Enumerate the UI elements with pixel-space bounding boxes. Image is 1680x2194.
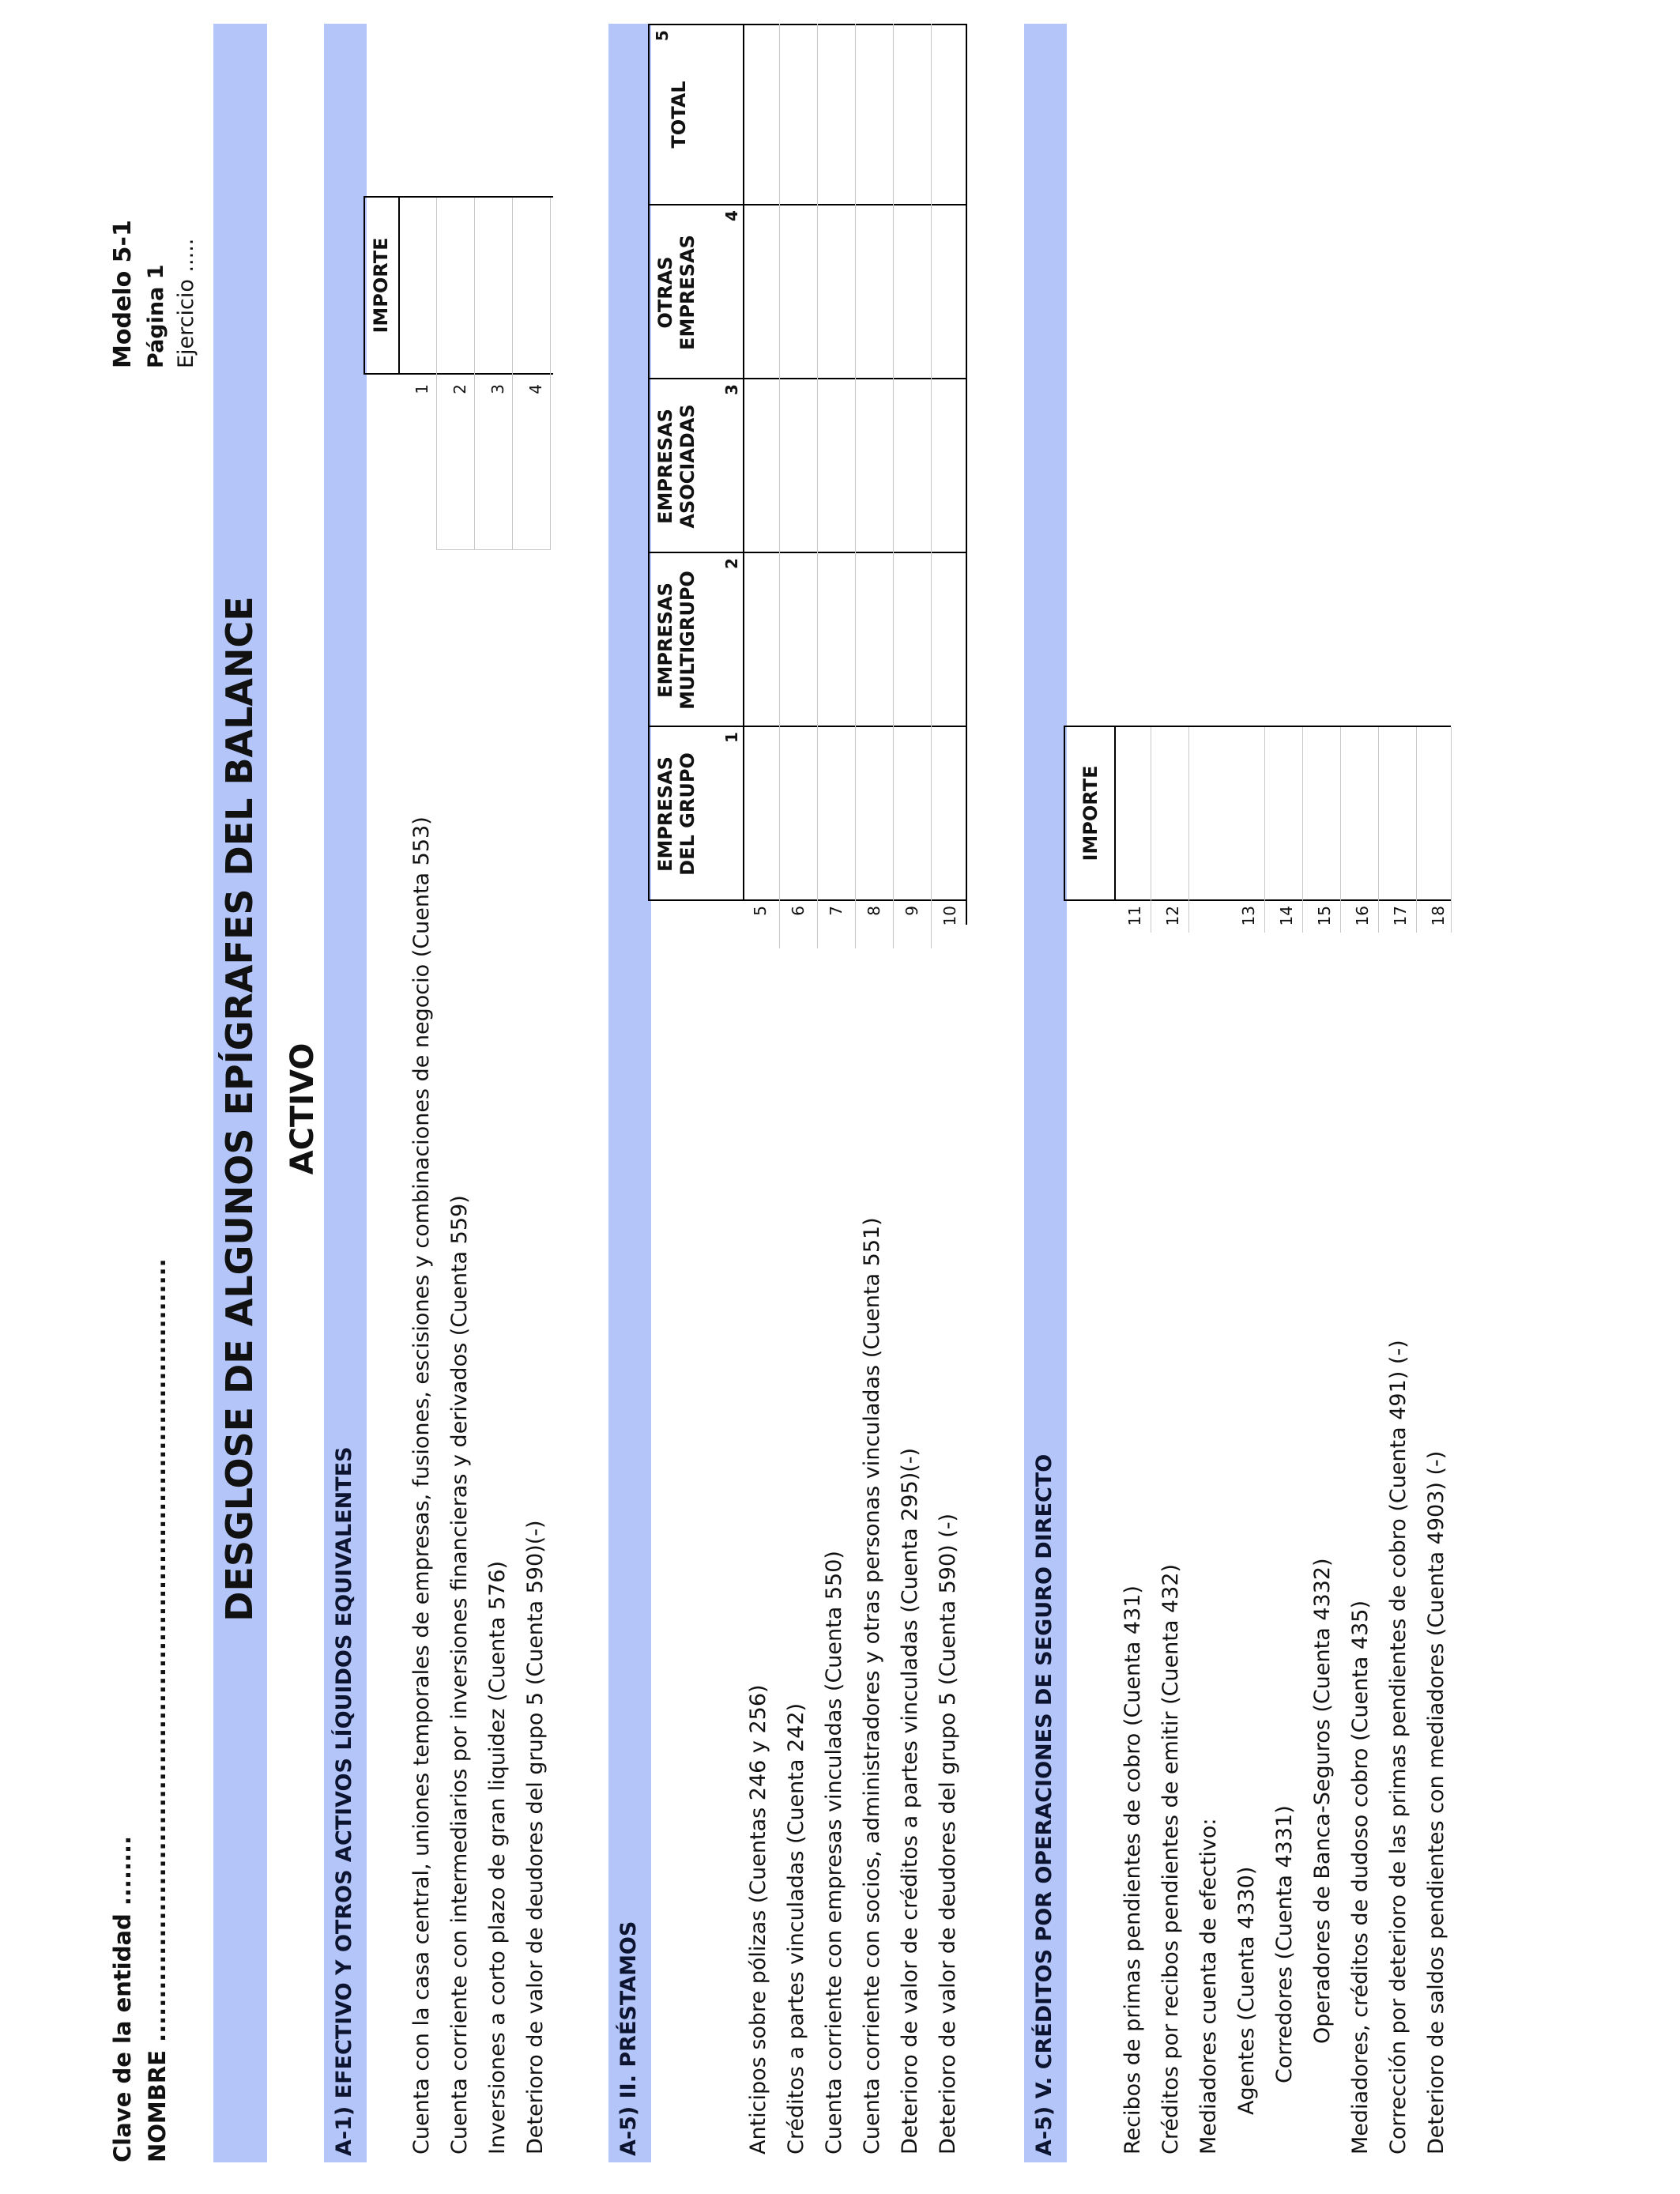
section3-row-label: Mediadores cuenta de efectivo: <box>1196 1818 1221 2154</box>
page-subtitle: ACTIVO <box>284 1042 321 1175</box>
column-number: 2 <box>722 558 741 569</box>
section1-row-label: Cuenta corriente con intermediarios por inversiones financieras y derivados (Cuenta 559) <box>447 1195 472 2154</box>
column-number: 5 <box>653 30 672 41</box>
column-header-total: TOTAL <box>668 81 690 149</box>
section3-heading: A-5) V. CRÉDITOS POR OPERACIONES DE SEGURO DIRECTO <box>1032 1453 1057 2156</box>
section3-row-number: 13 <box>1239 906 1258 926</box>
column-header-asociadas: EMPRESAS ASOCIADAS <box>654 404 699 529</box>
section3-band <box>1024 24 1067 2162</box>
section3-row-label: Operadores de Banca-Seguros (Cuenta 4332) <box>1310 1558 1335 2044</box>
section3-row-label: Deterioro de saldos pendientes con mediadores (Cuenta 4903) (-) <box>1424 1450 1448 2154</box>
section2-heading: A-5) II. PRÉSTAMOS <box>616 1921 641 2156</box>
section1-row-label: Deterioro de valor de deudores del grupo 5 (Cuenta 590)(-) <box>523 1520 548 2154</box>
section3-row-number: 18 <box>1429 906 1448 926</box>
section3-row-label: Corredores (Cuenta 4331) <box>1272 1805 1297 2083</box>
section3-row-number: 14 <box>1277 906 1296 926</box>
column-number: 4 <box>722 210 741 221</box>
section2-row-label: Deterioro de valor de créditos a partes vinculadas (Cuenta 295)(-) <box>898 1447 922 2154</box>
section3-row-label: Corrección por deterioro de las primas pendientes de cobro (Cuenta 491) (-) <box>1386 1340 1411 2154</box>
column-header-multigrupo: EMPRESAS MULTIGRUPO <box>654 571 699 710</box>
section2-row-number: 5 <box>751 906 770 916</box>
section2-row-number: 6 <box>789 906 808 916</box>
column-number: 1 <box>722 732 741 743</box>
clave-entidad-label: Clave de la entidad ........ <box>109 1835 136 2162</box>
modelo-label: Modelo 5-1 <box>109 220 137 368</box>
section2-row-label: Cuenta corriente con empresas vinculadas (Cuenta 550) <box>822 1551 846 2154</box>
section2-row-number: 7 <box>827 906 846 916</box>
page-title: DESGLOSE DE ALGUNOS EPÍGRAFES DEL BALANCE <box>218 596 261 1622</box>
section2-row-label: Cuenta corriente con socios, administradores y otras personas vinculadas (Cuenta 551) <box>860 1217 884 2154</box>
section3-row-number: 12 <box>1163 906 1182 926</box>
section2-row-label: Deterioro de valor de deudores del grupo 5 (Cuenta 590) (-) <box>936 1513 960 2154</box>
column-number: 3 <box>722 384 741 395</box>
section1-importe-header: IMPORTE <box>370 237 392 334</box>
section1-row-label: Inversiones a corto plazo de gran liquidez (Cuenta 576) <box>485 1560 510 2154</box>
section3-row-label: Agentes (Cuenta 4330) <box>1234 1866 1259 2115</box>
section1-heading: A-1) EFECTIVO Y OTROS ACTIVOS LÍQUIDOS EQUIVALENTES <box>332 1446 356 2156</box>
column-header-grupo: EMPRESAS DEL GRUPO <box>654 752 699 876</box>
nombre-label: NOMBRE .......................................................................................... <box>144 1258 171 2162</box>
section3-row-number: 17 <box>1391 906 1410 926</box>
section2-row-label: Anticipos sobre pólizas (Cuentas 246 y 256) <box>746 1684 770 2154</box>
pagina-label: Página 1 <box>144 264 168 368</box>
section2-row-number: 9 <box>902 906 921 916</box>
section1-band <box>324 24 367 2162</box>
section1-row-label: Cuenta con la casa central, uniones temporales de empresas, fusiones, escisiones y combinaciones de negocio (Cuenta 553) <box>409 816 434 2154</box>
section2-row-number: 8 <box>864 906 883 916</box>
section3-importe-header: IMPORTE <box>1079 765 1102 861</box>
column-header-otras: OTRAS EMPRESAS <box>654 235 699 350</box>
section3-row-label: Recibos de primas pendientes de cobro (Cuenta 431) <box>1121 1585 1145 2154</box>
section2-band <box>608 24 651 2162</box>
section3-row-number: 15 <box>1315 906 1334 926</box>
section1-row-number: 2 <box>450 384 469 394</box>
section2-row-label: Créditos a partes vinculadas (Cuenta 242) <box>784 1702 808 2154</box>
section1-row-number: 4 <box>526 384 545 394</box>
section3-row-number: 16 <box>1353 906 1372 926</box>
section2-row-number: 10 <box>940 906 959 926</box>
section3-row-label: Créditos por recibos pendientes de emitir (Cuenta 432) <box>1158 1563 1183 2154</box>
section3-row-number: 11 <box>1125 906 1144 926</box>
section1-row-number: 1 <box>412 384 431 394</box>
ejercicio-label: Ejercicio ..... <box>174 238 198 368</box>
section3-row-label: Mediadores, créditos de dudoso cobro (Cuenta 435) <box>1348 1600 1373 2154</box>
section1-row-number: 3 <box>488 384 507 394</box>
